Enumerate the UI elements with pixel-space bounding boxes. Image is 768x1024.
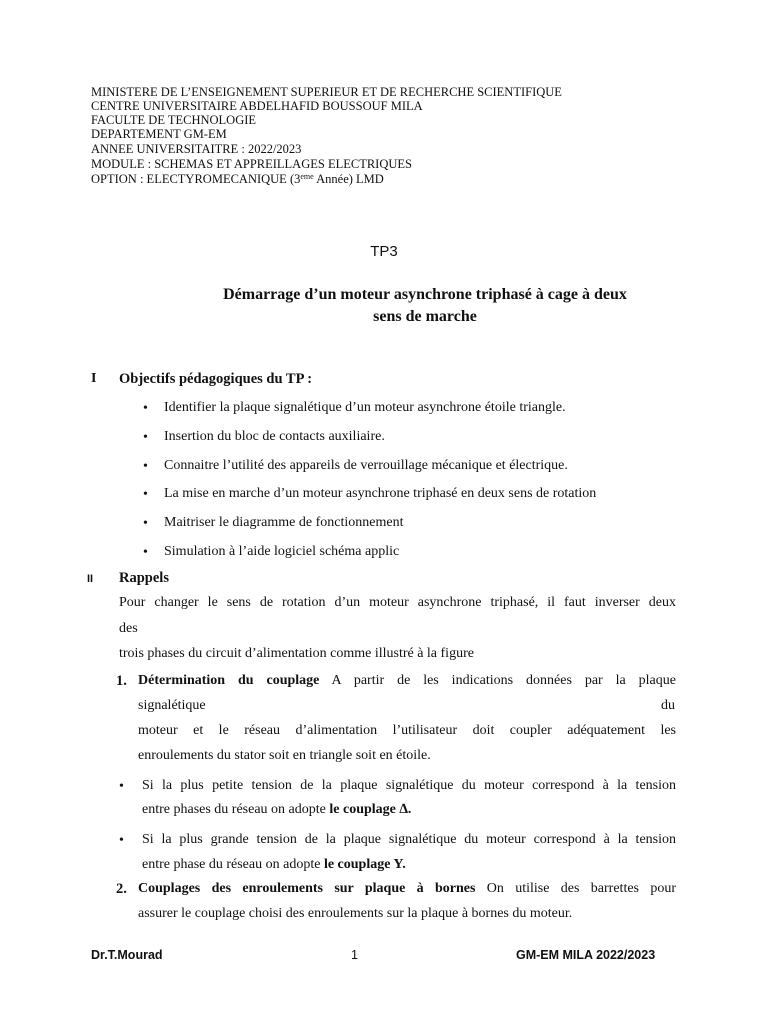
section-1-number: I (91, 371, 97, 386)
header-department: DEPARTEMENT GM-EM (91, 127, 227, 141)
intro-line-2: des (119, 621, 138, 636)
title-line-1: Démarrage d’un moteur asynchrone triphasé à cage à deux (223, 286, 627, 303)
list-item: Identifier la plaque signalétique d’un moteur asynchrone étoile triangle. (164, 400, 566, 415)
couplage-delta-line-2: entre phases du réseau on adopte le couplage ∆. (142, 802, 412, 817)
intro-line-3: trois phases du circuit d’alimentation comme illustré à la figure (119, 646, 474, 661)
footer-institution: GM-EM MILA 2022/2023 (516, 948, 656, 962)
page-number: 1 (351, 948, 358, 962)
intro-line-1: Pour changer le sens de rotation d’un moteur asynchrone triphasé, il faut inverser deux (119, 595, 676, 610)
list-item: Connaitre l’utilité des appareils de verrouillage mécanique et électrique. (164, 458, 568, 473)
section-2-heading: Rappels (119, 570, 169, 586)
couplage-y-line-1: Si la plus grande tension de la plaque signalétique du moteur correspond à la tension (142, 832, 676, 847)
list-item: Maitriser le diagramme de fonctionnement (164, 515, 404, 530)
list-item: La mise en marche d’un moteur asynchrone triphasé en deux sens de rotation (164, 486, 597, 501)
footer-author: Dr.T.Mourad (91, 948, 163, 962)
title-line-2: sens de marche (373, 308, 477, 325)
subsection-1-line-3: moteur et le réseau d’alimentation l’utilisateur doit coupler adéquatement les (138, 723, 676, 738)
bullet-icon: • (119, 779, 124, 794)
bullet-icon: • (119, 833, 124, 848)
subsection-2-line-2: assurer le couplage choisi des enroulements sur la plaque à bornes du moteur. (138, 906, 573, 921)
header-ministry: MINISTERE DE L’ENSEIGNEMENT SUPERIEUR ET DE RECHERCHE SCIENTIFIQUE (91, 85, 562, 99)
header-module: MODULE : SCHEMAS ET APPREILLAGES ELECTRIQUES (91, 157, 412, 171)
bullet-icon: • (143, 459, 148, 474)
bullet-icon: • (143, 545, 148, 560)
subsection-1-heading: Détermination du couplage (138, 673, 320, 688)
tp-label: TP3 (370, 243, 398, 260)
bullet-icon: • (143, 401, 148, 416)
header-year: ANNEE UNIVERSITAITRE : 2022/2023 (91, 142, 302, 156)
couplage-delta-line-1: Si la plus petite tension de la plaque signalétique du moteur correspond à la tension (142, 778, 676, 793)
bullet-icon: • (143, 516, 148, 531)
header-faculty: FACULTE DE TECHNOLOGIE (91, 113, 257, 127)
list-item: Insertion du bloc de contacts auxiliaire. (164, 429, 385, 444)
subsection-1-line-2-left: signalétique (138, 698, 206, 713)
subsection-2-heading: Couplages des enroulements sur plaque à bornes (138, 881, 476, 896)
subsection-1-number: 1. (116, 673, 127, 689)
section-2-number: II (87, 573, 94, 585)
subsection-2-number: 2. (116, 881, 127, 897)
bullet-icon: • (143, 487, 148, 502)
couplage-y-line-2: entre phase du réseau on adopte le couplage Y. (142, 857, 406, 872)
header-university: CENTRE UNIVERSITAIRE ABDELHAFID BOUSSOUF MILA (91, 99, 423, 113)
section-1-heading: Objectifs pédagogiques du TP : (119, 371, 313, 387)
document-title (150, 284, 700, 328)
subsection-1-line-2-right: du (661, 698, 675, 713)
bullet-icon: • (143, 430, 148, 445)
subsection-2-line-1: Couplages des enroulements sur plaque à bornes On utilise des barrettes pour (138, 881, 676, 896)
header-option: OPTION : ELECTYROMECANIQUE (3eme Année) LMD (91, 172, 384, 186)
list-item: Simulation à l’aide logiciel schéma applic (164, 544, 400, 559)
subsection-1-line-4: enroulements du stator soit en triangle soit en étoile. (138, 748, 431, 763)
subsection-1-line-1: Détermination du couplage A partir de les indications données par la plaque (138, 673, 676, 688)
